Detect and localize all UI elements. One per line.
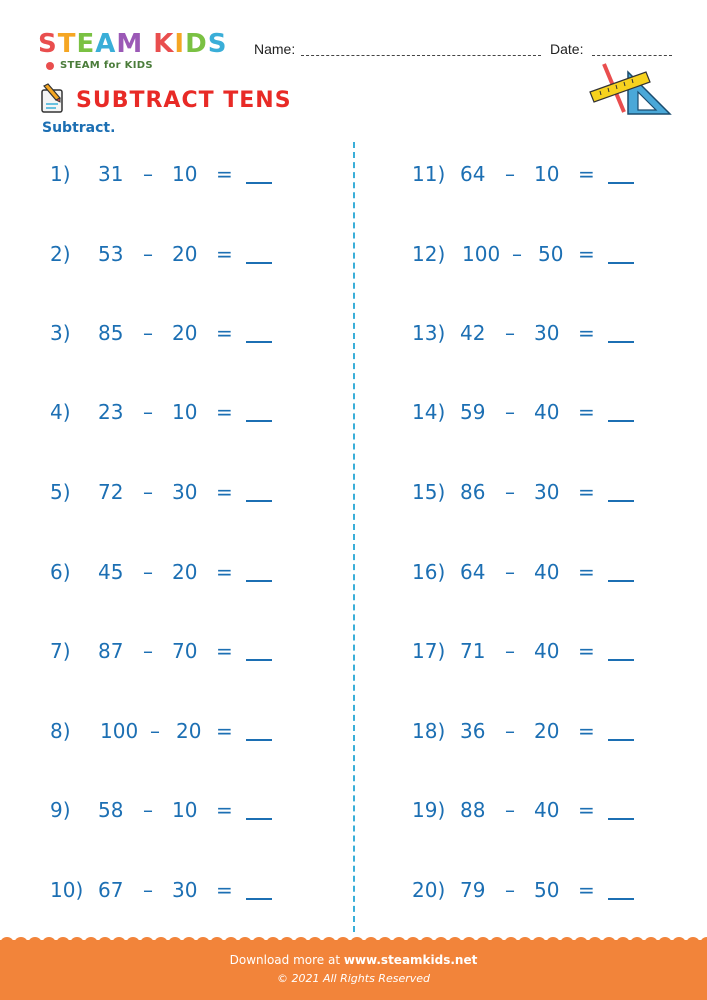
logo-dot-icon [46, 62, 54, 70]
problem-number: 19) [412, 798, 446, 822]
minus-sign: – [505, 719, 515, 743]
name-field[interactable] [301, 55, 541, 56]
answer-blank[interactable] [246, 818, 272, 820]
problem-number: 3) [50, 321, 71, 345]
equals-sign: = [216, 242, 233, 266]
subtrahend: 30 [172, 878, 198, 902]
subtrahend: 40 [534, 560, 560, 584]
footer-bar [0, 940, 707, 1000]
minuend: 100 [462, 242, 501, 266]
answer-blank[interactable] [608, 420, 634, 422]
answer-blank[interactable] [246, 739, 272, 741]
problem-number: 1) [50, 162, 71, 186]
date-field[interactable] [592, 55, 672, 56]
problem-row [412, 560, 692, 590]
answer-blank[interactable] [246, 341, 272, 343]
problem-number: 4) [50, 400, 71, 424]
column-divider [353, 142, 355, 932]
answer-blank[interactable] [246, 182, 272, 184]
minus-sign: – [505, 400, 515, 424]
problem-row [50, 719, 330, 749]
problem-number: 7) [50, 639, 71, 663]
subtrahend: 30 [534, 321, 560, 345]
answer-blank[interactable] [608, 341, 634, 343]
pencil-paper-icon [38, 82, 68, 114]
minuend: 31 [98, 162, 124, 186]
answer-blank[interactable] [608, 818, 634, 820]
equals-sign: = [216, 400, 233, 424]
subtrahend: 70 [172, 639, 198, 663]
equals-sign: = [578, 480, 595, 504]
subtrahend: 20 [172, 560, 198, 584]
problem-row [412, 480, 692, 510]
minus-sign: – [143, 242, 153, 266]
answer-blank[interactable] [246, 262, 272, 264]
minuend: 36 [460, 719, 486, 743]
minus-sign: – [505, 321, 515, 345]
minus-sign: – [143, 480, 153, 504]
equals-sign: = [216, 639, 233, 663]
answer-blank[interactable] [608, 739, 634, 741]
subtrahend: 50 [538, 242, 564, 266]
minus-sign: – [505, 560, 515, 584]
problem-row [412, 242, 692, 272]
subtrahend: 20 [534, 719, 560, 743]
problem-row [412, 321, 692, 351]
problem-row [50, 560, 330, 590]
minus-sign: – [143, 560, 153, 584]
problem-number: 13) [412, 321, 446, 345]
problem-row [412, 798, 692, 828]
problem-number: 15) [412, 480, 446, 504]
minuend: 100 [100, 719, 139, 743]
subtrahend: 10 [172, 162, 198, 186]
minuend: 53 [98, 242, 124, 266]
minus-sign: – [505, 480, 515, 504]
footer-download [0, 953, 707, 967]
minus-sign: – [505, 162, 515, 186]
minuend: 67 [98, 878, 124, 902]
problem-row [50, 321, 330, 351]
problem-number: 10) [50, 878, 84, 902]
problem-row [50, 162, 330, 192]
minuend: 64 [460, 162, 486, 186]
minuend: 87 [98, 639, 124, 663]
problem-row [412, 719, 692, 749]
problem-number: 11) [412, 162, 446, 186]
minus-sign: – [143, 321, 153, 345]
equals-sign: = [578, 242, 595, 266]
problem-row [50, 798, 330, 828]
subtrahend: 50 [534, 878, 560, 902]
logo-letter: I [174, 29, 186, 59]
equals-sign: = [216, 719, 233, 743]
minuend: 58 [98, 798, 124, 822]
answer-blank[interactable] [608, 500, 634, 502]
minus-sign: – [150, 719, 160, 743]
problem-row [50, 480, 330, 510]
minus-sign: – [505, 798, 515, 822]
equals-sign: = [578, 798, 595, 822]
logo-letter: M [116, 29, 144, 59]
worksheet-instruction: Subtract. [42, 120, 116, 136]
minus-sign: – [143, 639, 153, 663]
problem-row [50, 639, 330, 669]
problem-row [412, 878, 692, 908]
subtrahend: 40 [534, 798, 560, 822]
equals-sign: = [216, 878, 233, 902]
minus-sign: – [512, 242, 522, 266]
answer-blank[interactable] [246, 898, 272, 900]
problem-row [50, 878, 330, 908]
subtrahend: 20 [176, 719, 202, 743]
equals-sign: = [216, 162, 233, 186]
steam-kids-logo [38, 30, 227, 71]
problem-number: 18) [412, 719, 446, 743]
answer-blank[interactable] [246, 580, 272, 582]
minuend: 85 [98, 321, 124, 345]
equals-sign: = [578, 560, 595, 584]
minuend: 79 [460, 878, 486, 902]
logo-letter: S [207, 29, 228, 59]
equals-sign: = [578, 639, 595, 663]
problem-number: 8) [50, 719, 71, 743]
minuend: 71 [460, 639, 486, 663]
problem-number: 5) [50, 480, 71, 504]
subtrahend: 10 [172, 798, 198, 822]
equals-sign: = [578, 878, 595, 902]
minus-sign: – [143, 878, 153, 902]
minuend: 72 [98, 480, 124, 504]
logo-letter: D [185, 29, 208, 59]
ruler-set-square-icon [584, 62, 674, 118]
footer-copyright: © 2021 All Rights Reserved [276, 972, 430, 985]
footer-site-link[interactable]: www.steamkids.net [343, 953, 478, 967]
name-label: Name: [254, 41, 296, 57]
equals-sign: = [216, 480, 233, 504]
problem-row [50, 400, 330, 430]
subtrahend: 30 [172, 480, 198, 504]
subtrahend: 10 [534, 162, 560, 186]
answer-blank[interactable] [608, 580, 634, 582]
minuend: 86 [460, 480, 486, 504]
logo-letter: S [38, 29, 58, 59]
subtrahend: 40 [534, 639, 560, 663]
minuend: 45 [98, 560, 124, 584]
problem-row [412, 639, 692, 669]
minus-sign: – [143, 400, 153, 424]
equals-sign: = [216, 798, 233, 822]
problem-number: 16) [412, 560, 446, 584]
answer-blank[interactable] [246, 659, 272, 661]
problem-number: 14) [412, 400, 446, 424]
problem-number: 6) [50, 560, 71, 584]
equals-sign: = [216, 560, 233, 584]
answer-blank[interactable] [608, 262, 634, 264]
answer-blank[interactable] [608, 659, 634, 661]
subtrahend: 30 [534, 480, 560, 504]
answer-blank[interactable] [246, 420, 272, 422]
equals-sign: = [216, 321, 233, 345]
minuend: 42 [460, 321, 486, 345]
problem-number: 17) [412, 639, 446, 663]
minuend: 59 [460, 400, 486, 424]
logo-letter: A [95, 29, 117, 59]
minus-sign: – [505, 878, 515, 902]
logo-tagline: STEAM for KIDS [60, 60, 153, 71]
equals-sign: = [578, 400, 595, 424]
equals-sign: = [578, 321, 595, 345]
answer-blank[interactable] [608, 182, 634, 184]
problem-row [50, 242, 330, 272]
date-label: Date: [550, 41, 584, 57]
subtrahend: 20 [172, 321, 198, 345]
minus-sign: – [143, 798, 153, 822]
logo-letter [143, 30, 153, 58]
logo-letter: K [153, 29, 175, 59]
subtrahend: 20 [172, 242, 198, 266]
minuend: 23 [98, 400, 124, 424]
answer-blank[interactable] [608, 898, 634, 900]
problem-number: 9) [50, 798, 71, 822]
subtrahend: 10 [172, 400, 198, 424]
problem-row [412, 400, 692, 430]
logo-letter: E [76, 29, 96, 59]
minus-sign: – [143, 162, 153, 186]
problem-number: 2) [50, 242, 71, 266]
minus-sign: – [505, 639, 515, 663]
problem-row [412, 162, 692, 192]
worksheet-title: SUBTRACT TENS [76, 88, 292, 113]
answer-blank[interactable] [246, 500, 272, 502]
equals-sign: = [578, 162, 595, 186]
footer-download-prefix: Download more at [229, 953, 341, 967]
subtrahend: 40 [534, 400, 560, 424]
logo-letter: T [57, 29, 77, 59]
minuend: 88 [460, 798, 486, 822]
logo-wordmark [38, 30, 227, 58]
problem-number: 20) [412, 878, 446, 902]
equals-sign: = [578, 719, 595, 743]
problem-number: 12) [412, 242, 446, 266]
minuend: 64 [460, 560, 486, 584]
